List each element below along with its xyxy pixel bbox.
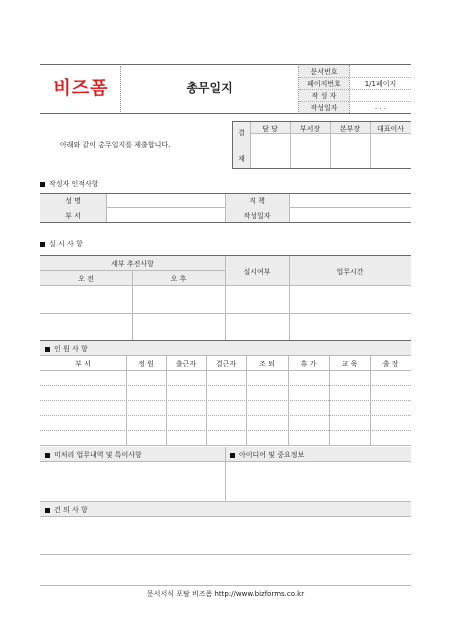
- personnel-row-3[interactable]: [40, 401, 411, 415]
- approval-sign-ceo[interactable]: [371, 134, 411, 168]
- writer-position-field[interactable]: [290, 194, 411, 207]
- approval-role-division-head: 본부장: [339, 125, 361, 133]
- execution-am-label: 오 전: [78, 275, 94, 283]
- meta-value-date[interactable]: . . .: [374, 103, 387, 111]
- bullet-square-icon: [45, 508, 50, 513]
- personnel-col-business-trip: 출 장: [382, 360, 399, 368]
- pending-textarea[interactable]: [40, 462, 225, 501]
- bullet-square-icon: [45, 347, 50, 352]
- personnel-col-absent: 결근자: [215, 360, 237, 368]
- brand-logo: 비즈폼: [53, 78, 109, 99]
- approval-side-label-2: 재: [238, 155, 245, 163]
- approval-sign-staff[interactable]: [251, 134, 290, 168]
- personnel-col-dept: 부 서: [75, 360, 91, 368]
- bullet-square-icon: [40, 242, 45, 247]
- suggestion-section-heading: 건 의 사 항: [45, 505, 88, 515]
- writer-date-label: 작성일자: [243, 212, 271, 220]
- execution-row-2[interactable]: [40, 314, 411, 340]
- personnel-row-2[interactable]: [40, 386, 411, 400]
- personnel-section-heading: 인 원 사 항: [45, 344, 88, 354]
- approval-sign-division-head[interactable]: [331, 134, 370, 168]
- personnel-row-4[interactable]: [40, 416, 411, 430]
- writer-date-field[interactable]: [290, 208, 411, 222]
- approval-sign-dept-head[interactable]: [291, 134, 330, 168]
- idea-section-heading: 아이디어 및 중요정보: [230, 450, 304, 460]
- bullet-square-icon: [230, 453, 235, 458]
- approval-side-label-1: 결: [238, 129, 245, 137]
- bullet-square-icon: [40, 182, 45, 187]
- pending-section-heading: 미처리 업무내역 및 특이사항: [45, 450, 142, 460]
- execution-hours-label: 업무시간: [336, 268, 364, 276]
- personnel-col-present: 출근자: [175, 360, 197, 368]
- meta-value-page-number[interactable]: 1/1페이지: [364, 80, 397, 88]
- writer-dept-label: 부 서: [65, 212, 81, 220]
- execution-status-label: 실시여부: [243, 268, 271, 276]
- document-title: 총무일지: [186, 81, 233, 95]
- personnel-row-5[interactable]: [40, 431, 411, 445]
- approval-role-staff: 담 당: [262, 125, 278, 133]
- submit-statement: 아래와 같이 총무일지를 제출합니다.: [60, 141, 171, 149]
- execution-section-heading: 실 시 사 항: [40, 239, 83, 249]
- meta-label-doc-number: 문서번호: [310, 68, 338, 76]
- writer-section-heading: 작성자 인적사항: [40, 179, 99, 189]
- meta-label-date: 작성일자: [310, 104, 338, 112]
- personnel-col-early-leave: 조 퇴: [259, 360, 275, 368]
- writer-name-field[interactable]: [107, 194, 225, 207]
- execution-detail-header: 세부 추진사항: [111, 260, 154, 268]
- approval-role-ceo: 대표이사: [376, 125, 405, 133]
- suggestion-textarea[interactable]: [40, 517, 411, 554]
- execution-row-1[interactable]: [40, 286, 411, 313]
- idea-textarea[interactable]: [226, 462, 411, 501]
- personnel-col-quota: 정 원: [138, 360, 154, 368]
- meta-label-page-number: 페이지번호: [307, 80, 341, 88]
- personnel-col-vacation: 휴 가: [300, 360, 317, 368]
- writer-dept-field[interactable]: [107, 208, 225, 222]
- meta-label-author: 작 성 자: [311, 92, 337, 100]
- approval-role-dept-head: 부서장: [299, 125, 321, 133]
- writer-name-label: 성 명: [65, 197, 81, 205]
- bullet-square-icon: [45, 453, 50, 458]
- personnel-row-1[interactable]: [40, 371, 411, 385]
- footer-text: 문서서식 포탈 비즈폼 http://www.bizforms.co.kr: [146, 590, 305, 598]
- personnel-col-training: 교 육: [341, 360, 358, 368]
- execution-pm-label: 오 후: [170, 275, 187, 283]
- writer-position-label: 직 책: [249, 197, 265, 205]
